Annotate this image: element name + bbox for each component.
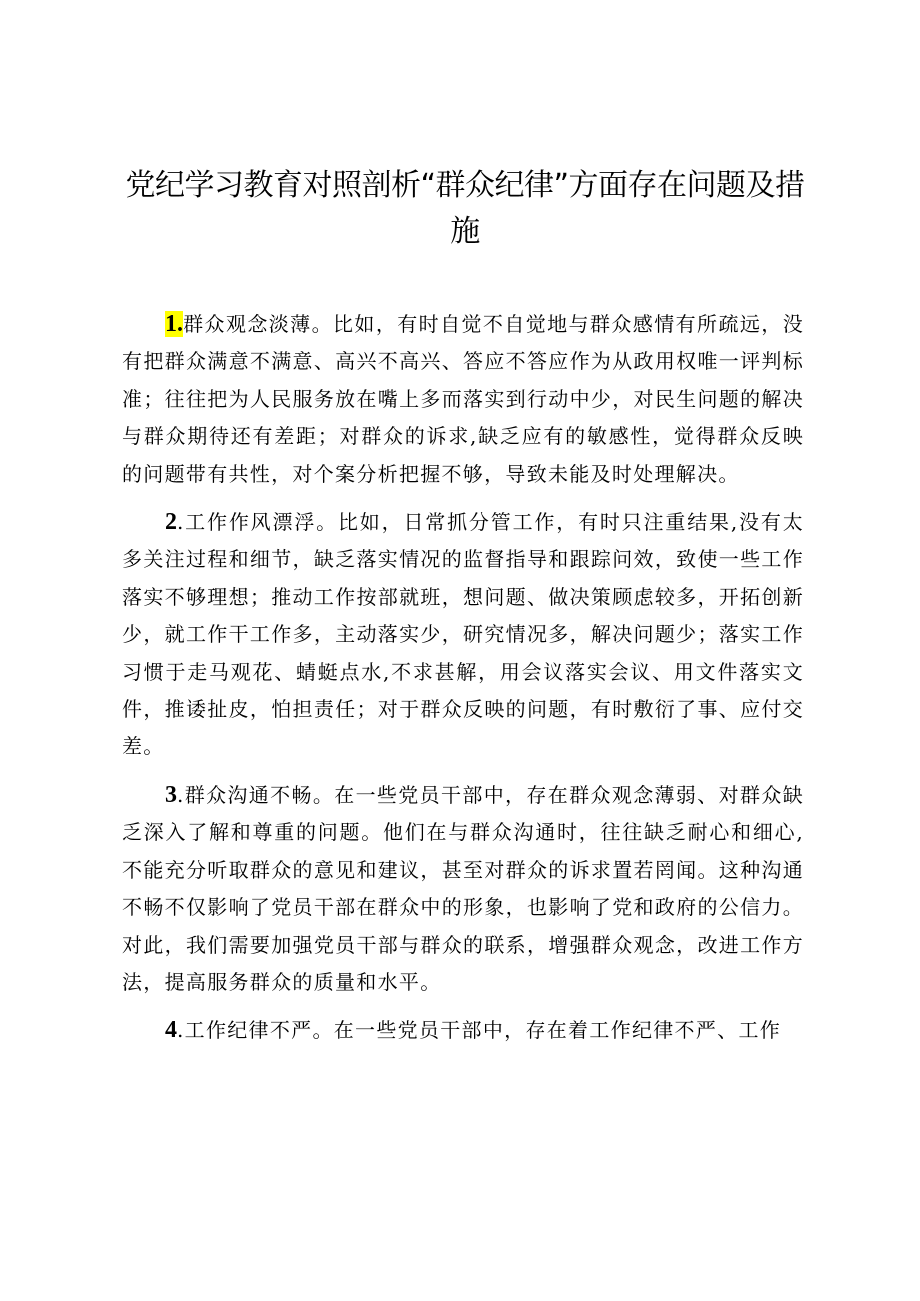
paragraph-number: 2	[165, 509, 177, 536]
document-title: 党纪学习教育对照剖析“群众纪律”方面存在问题及措施	[125, 168, 805, 249]
paragraph-1	[122, 306, 804, 493]
paragraph-2	[122, 504, 804, 766]
paragraph-number: 4	[165, 1017, 177, 1044]
paragraph-text: .工作纪律不严。在一些党员干部中，存在着工作纪律不严、工作	[177, 1018, 782, 1043]
paragraph-text: 群众观念淡薄。比如，有时自觉不自觉地与群众感情有所疏远，没有把群众满意不满意、高兴不高兴、答应不答应作为从政用权唯一评判标准；往往把为人民服务放在嘴上多而落实到行动中少，对民生问题的解决与群众期待还有差距；对群众的诉求,缺乏应有的敏感性，觉得群众反映的问题带有共性，对个案分析把握不够，导致未能及时处理解决。	[122, 312, 804, 486]
paragraph-text: .群众沟通不畅。在一些党员干部中，存在群众观念薄弱、对群众缺乏深入了解和尊重的问题。他们在与群众沟通时，往往缺乏耐心和细心,不能充分听取群众的意见和建议，甚至对群众的诉求置若罔闻。这种沟通不畅不仅影响了党员干部在群众中的形象，也影响了党和政府的公信力。对此，我们需要加强党员干部与群众的联系，增强群众观念，改进工作方法，提高服务群众的质量和水平。	[122, 782, 804, 994]
paragraph-number: 3	[165, 781, 177, 808]
document-body	[122, 306, 804, 1061]
paragraph-text: .工作作风漂浮。比如，日常抓分管工作，有时只注重结果,没有太多关注过程和细节，缺乏落实情况的监督指导和跟踪问效，致使一些工作落实不够理想；推动工作按部就班，想问题、做决策顾虑较多，开拓创新少，就工作干工作多，主动落实少，研究情况多，解决问题少；落实工作习惯于走马观花、蜻蜓点水,不求甚解，用会议落实会议、用文件落实文件，推诿扯皮，怕担责任；对于群众反映的问题，有时敷衍了事、应付交差。	[122, 510, 804, 759]
paragraph-number: 1.	[165, 311, 183, 337]
paragraph-3	[122, 777, 804, 1001]
paragraph-4	[122, 1012, 804, 1049]
